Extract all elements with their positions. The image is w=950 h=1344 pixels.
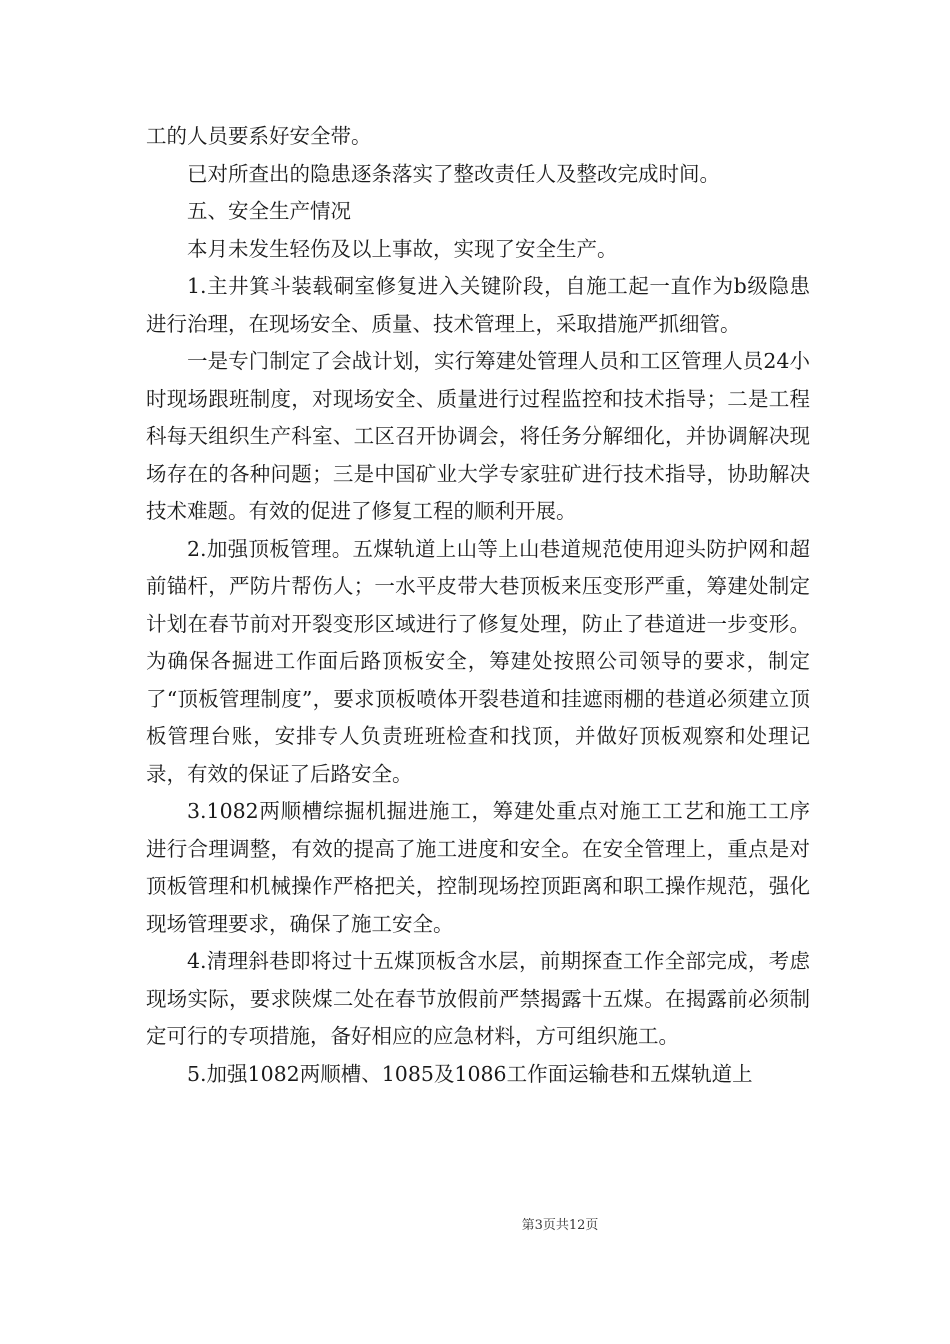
document-body [146,118,810,1093]
paragraph-rectification: 已对所查出的隐患逐条落实了整改责任人及整改完成时间。 [187,161,720,186]
page-number: 第3页共12页 [521,1218,599,1233]
paragraph-item-2: 2.加强顶板管理。五煤轨道上山等上山巷道规范使用迎头防护网和超前锚杆，严防片帮伤人；一水平皮带大巷顶板来压变形严重，筹建处制定计划在春节前对开裂变形区域进行了修复处理，防止了巷道进一步变形。为确保各掘进工作面后路顶板安全，筹建处按照公司领导的要求，制定了“顶板管理制度”，要求顶板喷体开裂巷道和挂遮雨棚的巷道必须建立顶板管理台账，安排专人负责班班检查和找顶，并做好顶板观察和处理记录，有效的保证了后路安全。 [146,536,810,786]
paragraph-item-5: 5.加强1082两顺槽、1085及1086工作面运输巷和五煤轨道上 [187,1061,753,1086]
section-heading-safety-production: 五、安全生产情况 [187,199,351,223]
paragraph-item-1-details: 一是专门制定了会战计划，实行筹建处管理人员和工区管理人员24小时现场跟班制度，对现场安全、质量进行过程监控和技术指导；二是工程科每天组织生产科室、工区召开协调会，将任务分解细化，并协调解决现场存在的各种问题；三是中国矿业大学专家驻矿进行技术指导，协助解决技术难题。有效的促进了修复工程的顺利开展。 [146,349,810,523]
paragraph-item-4: 4.清理斜巷即将过十五煤顶板含水层，前期探查工作全部完成，考虑现场实际，要求陕煤二处在春节放假前严禁揭露十五煤。在揭露前必须制定可行的专项措施，备好相应的应急材料，方可组织施工。 [146,949,810,1048]
paragraph-no-accidents: 本月未发生轻伤及以上事故，实现了安全生产。 [187,236,618,261]
paragraph-continuation: 工的人员要系好安全带。 [146,124,372,148]
paragraph-item-1: 1.主井箕斗装载硐室修复进入关键阶段，自施工起一直作为b级隐患进行治理，在现场安全、质量、技术管理上，采取措施严抓细管。 [146,274,810,336]
paragraph-item-3: 3.1082两顺槽综掘机掘进施工，筹建处重点对施工工艺和施工工序进行合理调整，有效的提高了施工进度和安全。在安全管理上，重点是对顶板管理和机械操作严格把关，控制现场控顶距离和职工操作规范，强化现场管理要求，确保了施工安全。 [146,799,810,936]
